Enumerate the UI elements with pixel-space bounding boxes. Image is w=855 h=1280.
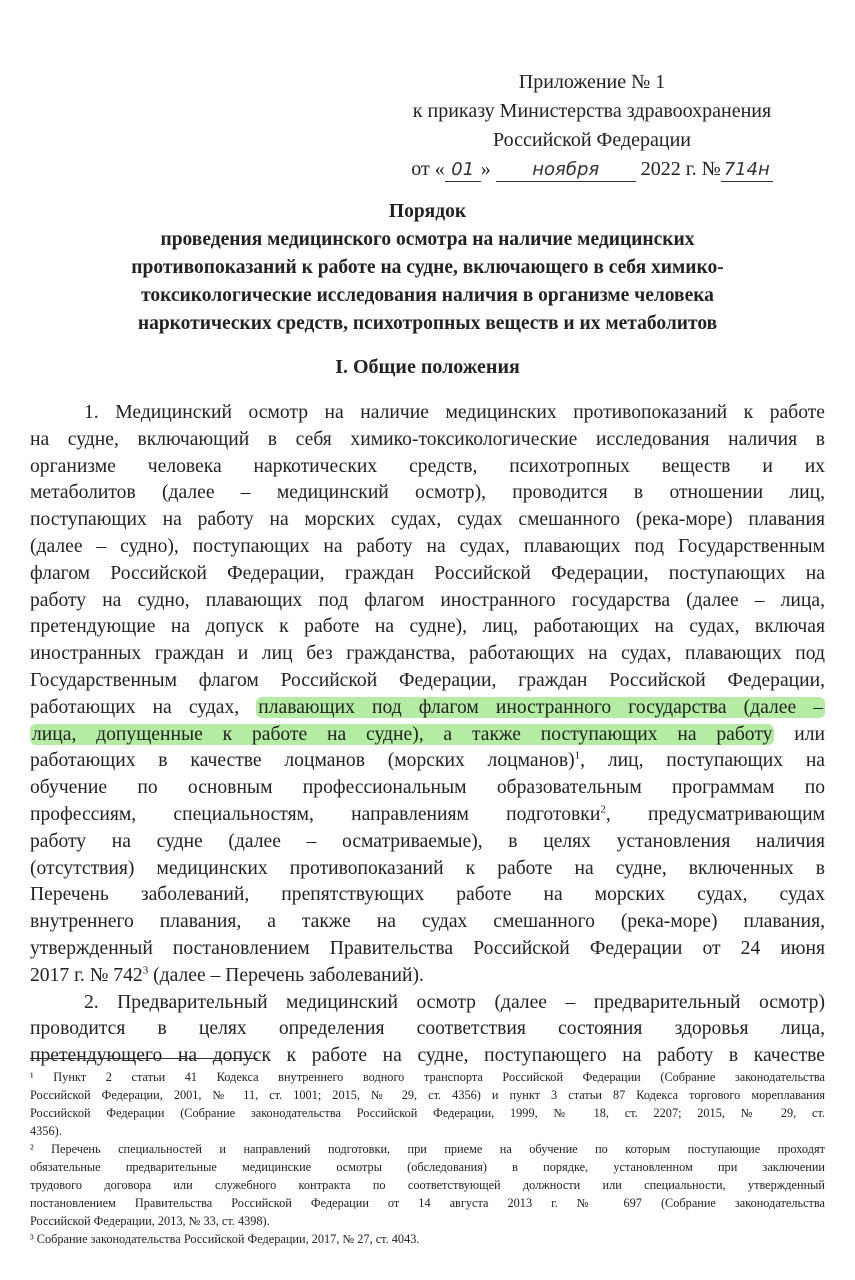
footnotes: [30, 1068, 825, 1248]
handwritten-month: ноября: [496, 159, 636, 182]
document-title: Порядок проведения медицинского осмотра на наличие медицинских противопоказаний к работе на судне, включающего в себя химико- токсикологические исследования наличия в организме человека наркотических средств, психотропных веществ и их метаболитов: [131, 201, 724, 334]
p1-line: Государственным флагом Российской Федерации, граждан Российской Федерации,: [30, 669, 825, 691]
footnote-line: Российской Федерации, 2013, № 33, ст. 4398).: [30, 1214, 270, 1228]
p1-line: профессиям, специальностям, направлениям подготовки$^2$, предусматривающим: [30, 803, 825, 825]
p1-line-highlighted: лица, допущенные к работе на судне), а также поступающих на работу или: [32, 723, 826, 745]
p1-line: внутреннего плавания, а также на судах смешанного (река-море) плавания,: [30, 911, 825, 933]
green-highlight: лица, допущенные к работе на судне), а также поступающих на работу: [32, 723, 773, 745]
footnote-line: трудового договора или служебного контракта по соответствующей должности или специальности, утвержденный: [30, 1178, 825, 1192]
footnote-ref-3: 3: [142, 964, 149, 977]
footnote-line: Российской Федерации, 2001, № 11, ст. 1001; 2015, № 29, ст. 4356) и пункт 3 статьи 87 Кодекса торгового мореплавания: [30, 1088, 825, 1102]
footnote-ref-2: 2: [600, 803, 606, 816]
p1-line-last: 2017 г. № $742^3$ (далее – Перечень заболеваний).: [30, 964, 424, 986]
footnote-line: постановлением Правительства Российской Федерации от 14 августа 2013 г. № 697 (Собрание законодательства: [30, 1196, 825, 1210]
p1-line-highlighted: работающих на судах, плавающих под флагом иностранного государства (далее –: [30, 696, 824, 718]
footnote-divider: [30, 1058, 258, 1059]
p2-line: претендующего на допуск к работе на судне, поступающего на работу в качестве: [30, 1045, 825, 1067]
p1-line: претендующие на допуск к работе на судне), лиц, работающих на судах, включая: [30, 616, 825, 638]
p1-line: (далее – судно), поступающих на работу на судах, плавающих под Государственным: [30, 535, 825, 557]
footnote-line: ² Перечень специальностей и направлений подготовки, при приеме на обучение по которым поступающие проходят: [30, 1142, 825, 1156]
handwritten-number: 714н: [721, 159, 773, 182]
handwritten-day: 01: [445, 159, 481, 182]
p1-line: (отсутствия) медицинских противопоказаний к работе на судне, включенных в: [30, 857, 825, 879]
appendix-header: [372, 68, 812, 184]
section-heading: I. Общие положения: [335, 356, 520, 378]
p1-line: работу на судно, плавающих под флагом иностранного государства (далее – лица,: [30, 589, 825, 611]
order-ministry: к приказу Министерства здравоохранения: [412, 100, 772, 122]
appendix-number: Приложение № 1: [518, 71, 666, 93]
p1-line: метаболитов (далее – медицинский осмотр), проводится в отношении лиц,: [30, 482, 825, 504]
p1-line: Перечень заболеваний, препятствующих работе на морских судах, судах: [30, 884, 825, 906]
p1-line: иностранных граждан и лиц без гражданства, работающих на судах, плавающих под: [30, 643, 825, 665]
footnote-ref-1: 1: [574, 749, 581, 762]
p1-line: работающих в качестве лоцманов (морских лоцманов)$^1$, лиц, поступающих на: [30, 749, 826, 772]
footnote-line: ¹ Пункт 2 статьи 41 Кодекса внутреннего водного транспорта Российской Федерации (Собрание законодательства: [30, 1070, 825, 1084]
footnote-line: Российской Федерации (Собрание законодательства Российской Федерации, 1999, № 18, ст. 2207; 2015, № 29, ст.: [30, 1106, 825, 1120]
p1-line: работу на судне (далее – осматриваемые), в целях установления наличия: [30, 830, 825, 852]
p1-line: флагом Российской Федерации, граждан Российской Федерации, поступающих на: [30, 562, 825, 584]
order-date-line: от « 01 » ноября 2022 г. № 714н: [372, 155, 812, 184]
green-highlight: плавающих под флагом иностранного государства (далее –: [258, 696, 824, 718]
p2-line: 2. Предварительный медицинский осмотр (далее – предварительный осмотр): [84, 991, 825, 1013]
order-country: Российской Федерации: [492, 129, 692, 151]
p1-line: поступающих на работу на морских судах, судах смешанного (река-море) плавания: [30, 509, 825, 531]
p1-line: организме человека наркотических средств, психотропных веществ и их: [30, 455, 825, 477]
p1-line: обучение по основным профессиональным образовательным программам по: [30, 777, 825, 799]
p1-line: на судне, включающий в себя химико-токсикологические исследования наличия в: [30, 428, 825, 450]
p2-line: проводится в целях определения соответствия состояния здоровья лица,: [30, 1018, 825, 1040]
p1-line: утвержденный постановлением Правительства Российской Федерации от 24 июня: [30, 937, 825, 959]
footnote-line: обязательные предварительные медицинские осмотры (обследования) в порядке, установленном при заключении: [30, 1160, 825, 1174]
p1-line: 1. Медицинский осмотр на наличие медицинских противопоказаний к работе: [84, 402, 825, 423]
footnote-line: ³ Собрание законодательства Российской Федерации, 2017, № 27, ст. 4043.: [30, 1232, 420, 1246]
body-text: [30, 400, 825, 1070]
footnote-line: 4356).: [30, 1124, 62, 1138]
